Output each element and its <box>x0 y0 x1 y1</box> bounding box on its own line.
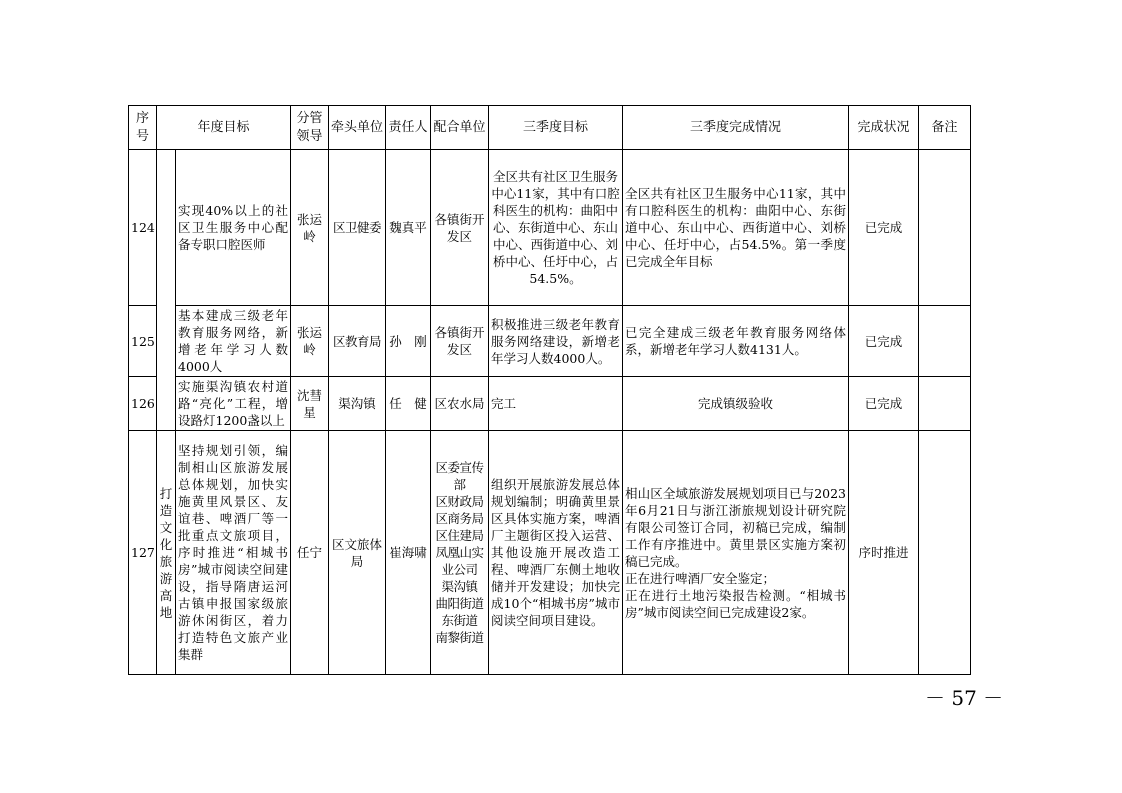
row-remarks <box>919 306 971 377</box>
table-row <box>129 150 971 306</box>
header-q3-target: 三季度目标 <box>489 106 623 150</box>
header-row <box>129 106 971 150</box>
row-q3-target: 全区共有社区卫生服务中心11家，其中有口腔科医生的机构：曲阳中心、东街道中心、东山中心、西街道中心、刘桥中心、任圩中心，占54.5%。 <box>489 150 623 306</box>
row-lead-unit: 区教育局 <box>329 306 386 377</box>
row-remarks <box>919 431 971 675</box>
table-row <box>129 377 971 431</box>
row-lead-unit: 渠沟镇 <box>329 377 386 431</box>
coop-unit-line: 区商务局 <box>435 511 484 526</box>
header-completion: 完成状况 <box>849 106 919 150</box>
category-blank-cell <box>157 150 176 431</box>
coop-unit-line: 南黎街道 <box>435 630 484 645</box>
row-leader: 张运岭 <box>291 306 329 377</box>
row-q3-target: 完工 <box>489 377 623 431</box>
coop-unit-line: 曲阳街道 <box>435 596 484 611</box>
row-remarks <box>919 150 971 306</box>
coop-unit-line: 区财政局 <box>435 494 484 509</box>
table-row <box>129 431 971 675</box>
work-progress-table <box>128 105 971 675</box>
row-goal: 坚持规划引领，编制相山区旅游发展总体规划，加快实施黄里风景区、友谊巷、啤酒厂等一批重点文旅项目，序时推进“相城书房”城市阅读空间建设，指导隋唐运河古镇申报国家级旅游休闲街区，着力打造特色文旅产业集群 <box>176 431 291 675</box>
row-coop-unit <box>431 431 489 675</box>
header-coop-unit: 配合单位 <box>431 106 489 150</box>
header-no: 序号 <box>129 106 157 150</box>
row-coop-unit: 各镇街开发区 <box>431 150 489 306</box>
status-line: 相山区全域旅游发展规划项目已与2023年6月21日与浙江浙旅规划设计研究院有限公司签订合同，初稿已完成，编制工作有序推进中。黄里景区实施方案初稿已完成。 <box>625 485 847 569</box>
row-no: 126 <box>129 377 157 431</box>
header-owner: 责任人 <box>386 106 431 150</box>
row-owner: 孙 刚 <box>386 306 431 377</box>
row-no: 125 <box>129 306 157 377</box>
row-q3-status: 已完全建成三级老年教育服务网络体系，新增老年学习人数4131人。 <box>623 306 849 377</box>
row-lead-unit: 区卫健委 <box>329 150 386 306</box>
coop-unit-line: 区住建局 <box>435 528 484 543</box>
header-leader: 分管领导 <box>291 106 329 150</box>
row-owner: 崔海啸 <box>386 431 431 675</box>
category-label: 打造文化旅游高地 <box>157 431 176 675</box>
status-line: 正在进行土地污染报告检测。“相城书房”城市阅读空间已完成建设2家。 <box>625 587 847 620</box>
row-no: 127 <box>129 431 157 675</box>
row-owner: 魏真平 <box>386 150 431 306</box>
row-leader: 沈彗星 <box>291 377 329 431</box>
row-goal: 实现40%以上的社区卫生服务中心配备专职口腔医师 <box>176 150 291 306</box>
header-q3-status: 三季度完成情况 <box>623 106 849 150</box>
row-completion: 序时推进 <box>849 431 919 675</box>
row-leader: 任宁 <box>291 431 329 675</box>
row-no: 124 <box>129 150 157 306</box>
header-remarks: 备注 <box>919 106 971 150</box>
row-q3-status: 全区共有社区卫生服务中心11家，其中有口腔科医生的机构：曲阳中心、东街道中心、东山中心、西街道中心、刘桥中心、任圩中心，占54.5%。第一季度已完成全年目标 <box>623 150 849 306</box>
row-remarks <box>919 377 971 431</box>
row-coop-unit: 各镇街开发区 <box>431 306 489 377</box>
page-number: － 57 － <box>925 686 1004 710</box>
coop-unit-line: 渠沟镇 <box>441 579 478 594</box>
row-leader: 张运岭 <box>291 150 329 306</box>
row-q3-target: 组织开展旅游发展总体规划编制；明确黄里景区具体实施方案，啤酒厂主题街区投入运营、其他设施开展改造工程、啤酒厂东侧土地收储并开发建设；加快完成10个“相城书房”城市阅读空间项目建设。 <box>489 431 623 675</box>
row-goal: 实施渠沟镇农村道路“亮化”工程，增设路灯1200盏以上 <box>176 377 291 431</box>
row-owner: 任 健 <box>386 377 431 431</box>
coop-unit-line: 东街道 <box>441 613 478 628</box>
row-completion: 已完成 <box>849 377 919 431</box>
row-q3-target: 积极推进三级老年教育服务网络建设，新增老年学习人数4000人。 <box>489 306 623 377</box>
row-coop-unit: 区农水局 <box>431 377 489 431</box>
coop-unit-line: 凤凰山实业公司 <box>435 545 484 577</box>
row-lead-unit: 区文旅体局 <box>329 431 386 675</box>
row-q3-status <box>623 431 849 675</box>
row-q3-status: 完成镇级验收 <box>623 377 849 431</box>
table-row <box>129 306 971 377</box>
row-completion: 已完成 <box>849 306 919 377</box>
row-completion: 已完成 <box>849 150 919 306</box>
header-lead-unit: 牵头单位 <box>329 106 386 150</box>
coop-unit-line: 区委宣传部 <box>435 460 484 492</box>
status-line: 正在进行啤酒厂安全鉴定； <box>625 570 776 586</box>
row-goal: 基本建成三级老年教育服务网络，新增老年学习人数4000人 <box>176 306 291 377</box>
header-goal: 年度目标 <box>157 106 291 150</box>
